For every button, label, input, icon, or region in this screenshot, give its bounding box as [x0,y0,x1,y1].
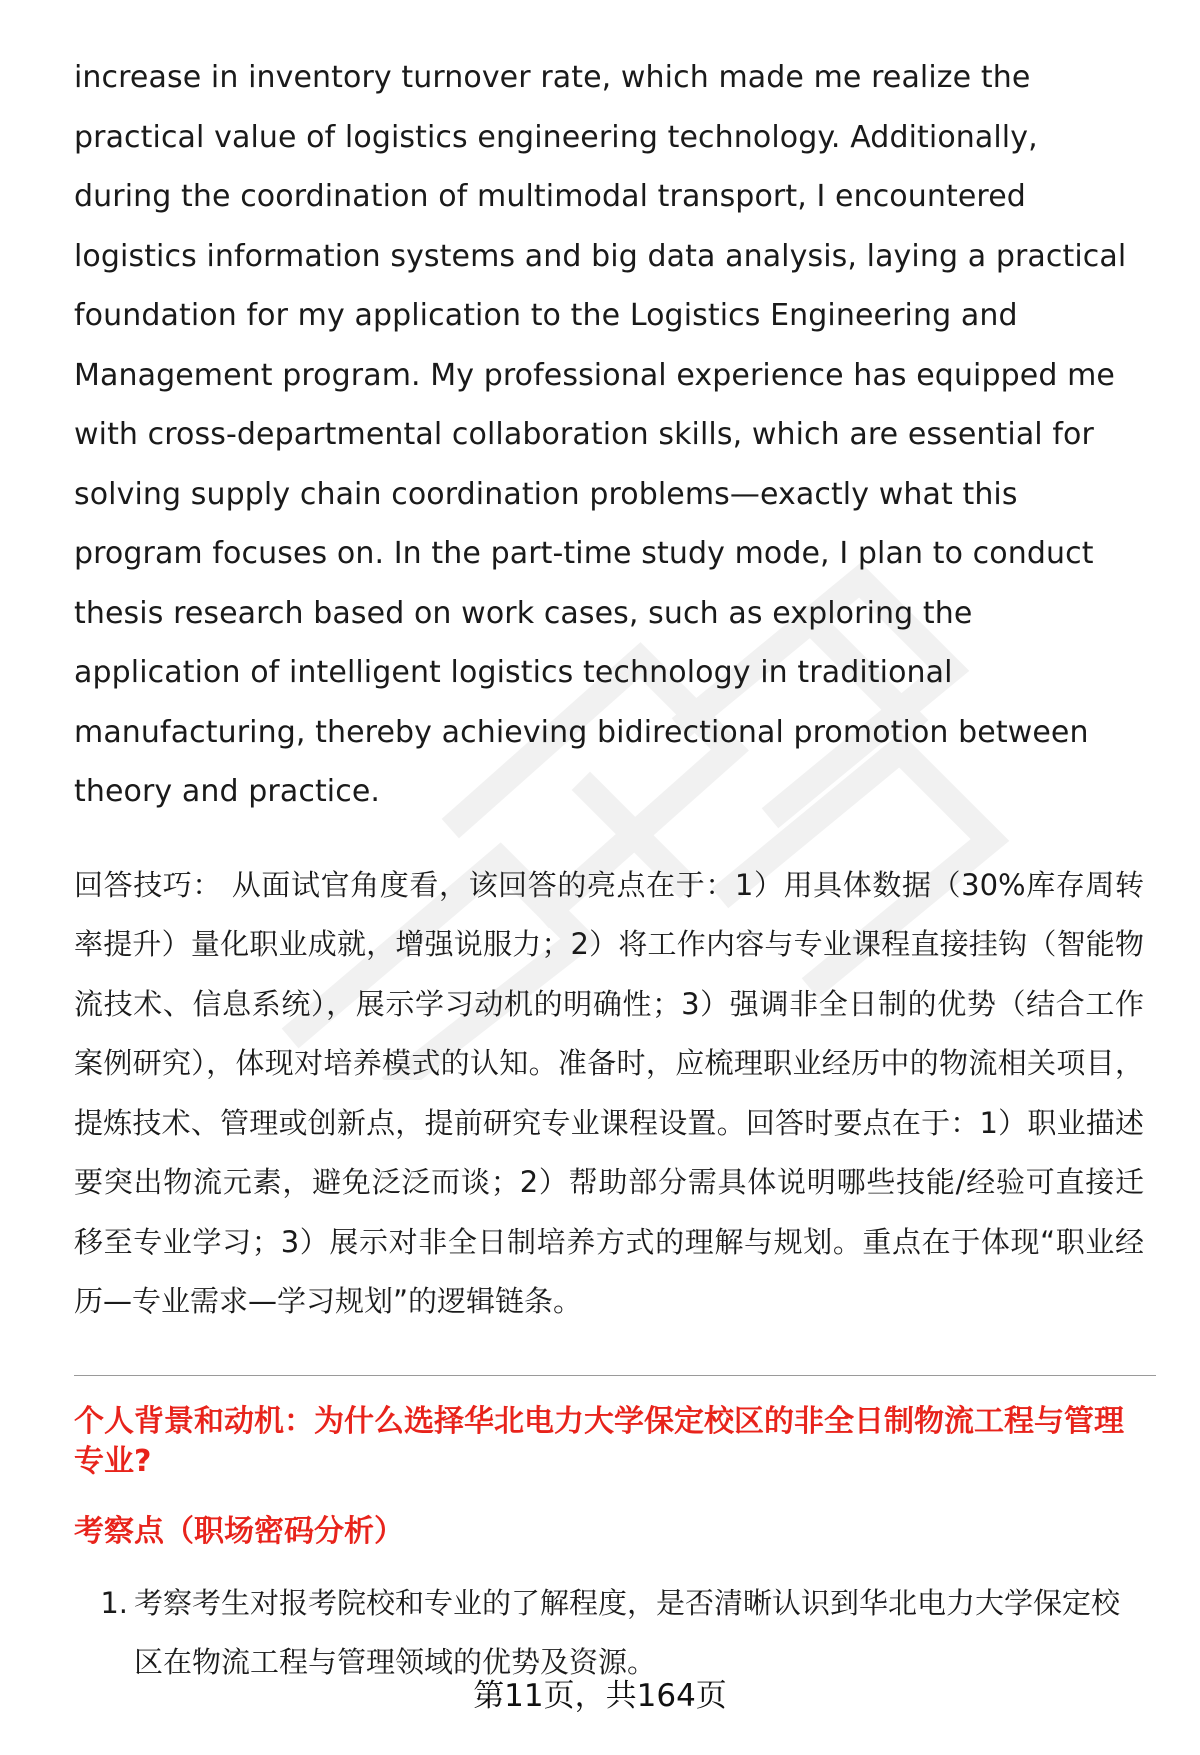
answer-tips-paragraph: 回答技巧： 从面试官角度看，该回答的亮点在于：1）用具体数据（30%库存周转率提升）量化职业成就，增强说服力；2）将工作内容与专业课程直接挂钩（智能物流技术、信息系统），展示学习动机的明确性；3）强调非全日制的优势（结合工作案例研究），体现对培养模式的认知。准备时，应梳理职业经历中的物流相关项目，提炼技术、管理或创新点，提前研究专业课程设置。回答时要点在于：1）职业描述要突出物流元素，避免泛泛而谈；2）帮助部分需具体说明哪些技能/经验可直接迁移至专业学习；3）展示对非全日制培养方式的理解与规划。重点在于体现“职业经历—专业需求—学习规划”的逻辑链条。 [74,867,1144,1318]
assessment-points-list [74,1574,1144,1692]
list-item-number: 1. [100,1585,128,1620]
question-title: 个人背景和动机：为什么选择华北电力大学保定校区的非全日制物流工程与管理专业? [74,1403,1124,1479]
list-item-text: 考察考生对报考院校和专业的了解程度，是否清晰认识到华北电力大学保定校区在物流工程与管理领域的优势及资源。 [134,1585,1121,1679]
page-number: 第11页，共164页 [473,1678,727,1714]
section-title: 考察点（职场密码分析） [74,1513,404,1549]
body-paragraph: increase in inventory turnover rate, which made me realize the practical value of logistics engineering technology. Additionally, during the coordination of multimodal transport, I encountered logistics information systems and big data analysis, laying a practical foundation for my application to the Logistics Engineering and Management program. My professional experience has equipped me with cross-departmental collaboration skills, which are essential for solving supply chain coordination problems—exactly what this program focuses on. In the part-time study mode, I plan to conduct thesis research based on work cases, such as exploring the application of intelligent logistics technology in traditional manufacturing, thereby achieving bidirectional promotion between theory and practice. [74,60,1127,809]
section-divider [74,1375,1156,1376]
page-content [74,48,1144,1692]
list-item [74,1574,1144,1692]
